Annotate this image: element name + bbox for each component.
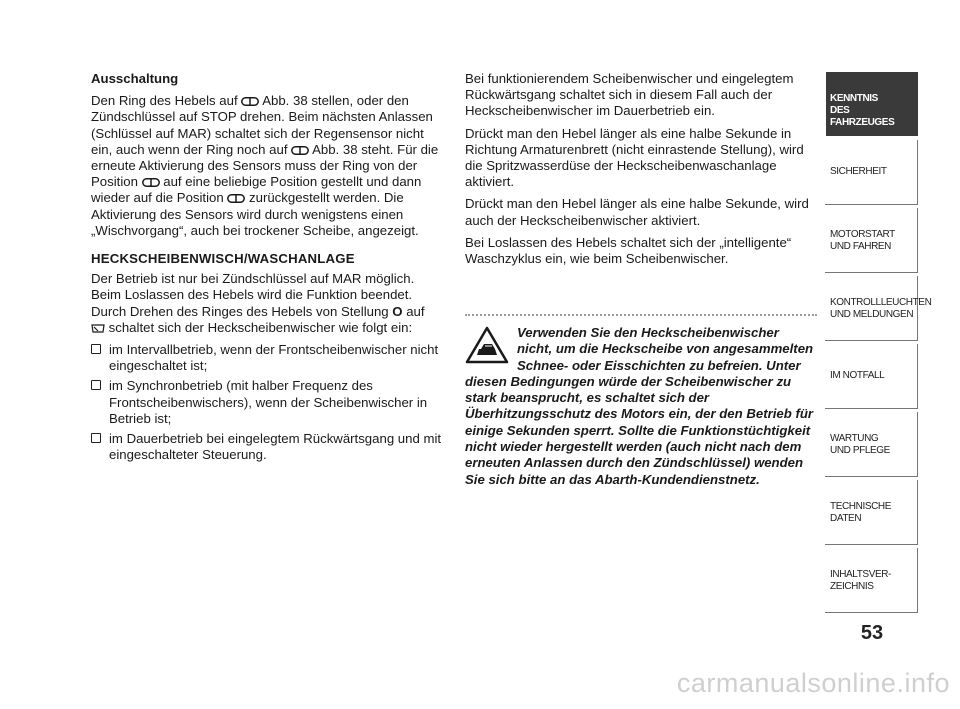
- warning-box: [465, 325, 817, 488]
- tab-motorstart-und-fahren[interactable]: [826, 208, 918, 272]
- position-o-label: O: [392, 303, 403, 319]
- tab-label-line1: KENNTNIS: [830, 93, 878, 104]
- tab-label-line2: DES FAHRZEUGES: [830, 105, 895, 128]
- tab-inhaltsverzeichnis[interactable]: [826, 548, 918, 612]
- chapter-tabs: [826, 72, 932, 617]
- tab-technische-daten[interactable]: [826, 480, 918, 544]
- text-fragment: auf eine beliebige Position gestellt und dann wieder auf die Position: [91, 174, 422, 206]
- tab-label: [830, 569, 916, 593]
- checkbox-bullet-icon: [91, 344, 101, 354]
- tab-label-line1: SICHERHEIT: [830, 166, 887, 177]
- tab-label: [830, 297, 932, 321]
- tab-label-line2: ZEICHNIS: [830, 581, 874, 592]
- paragraph: Bei funktionierendem Scheibenwischer und eingelegtem Rückwärtsgang schaltet sich in diesem Fall auch der Heckscheibenwischer im Dauerbetrieb ein.: [465, 71, 794, 119]
- text-fragment: auf: [402, 303, 425, 319]
- text-fragment: schaltet sich der Heckscheibenwischer wie folgt ein:: [105, 319, 413, 335]
- list-item: [91, 431, 443, 463]
- tab-label: [830, 166, 916, 178]
- list-item-text: im Dauerbetrieb bei eingelegtem Rückwärtsgang und mit eingeschalteter Steuerung.: [109, 431, 442, 463]
- text-fragment: Abb. 38 steht. Für die erneute Aktivierung des Sensors muss der Ring von der Position: [91, 141, 439, 190]
- auto-rain-sensor-icon: [227, 194, 245, 203]
- tab-sicherheit[interactable]: [826, 140, 918, 204]
- watermark: carmanualsonline.info: [676, 668, 950, 698]
- tab-label: [830, 93, 916, 129]
- tab-label: [830, 229, 916, 253]
- bullet-list: [91, 342, 443, 463]
- tab-label-line1: INHALTSVER-: [830, 569, 891, 580]
- left-column: [91, 71, 443, 467]
- text-fragment: zurückgestellt werden. Die Aktivierung des Sensors wird durch wenigstens einen „Wischvorgang“, auch bei trockener Scheibe, angezeigt.: [91, 190, 419, 238]
- paragraph: Bei Loslassen des Hebels schaltet sich der „intelligente“ Waschzyklus ein, wie beim Scheibenwischer.: [465, 234, 792, 267]
- right-column: [465, 71, 817, 273]
- tab-kenntnis-des-fahrzeuges[interactable]: [826, 72, 918, 136]
- paragraph: Drückt man den Hebel länger als eine halbe Sekunde, wird auch der Heckscheibenwischer aktiviert.: [465, 196, 809, 228]
- warning-triangle-icon: [465, 325, 509, 365]
- tab-label: [830, 370, 916, 382]
- tab-label-line2: UND PFLEGE: [830, 445, 890, 456]
- page-number: 53: [860, 622, 884, 644]
- paragraph-ausschaltung: [91, 93, 443, 239]
- tab-label-line2: UND FAHREN: [830, 241, 892, 252]
- checkbox-bullet-icon: [91, 433, 101, 443]
- tab-label-line1: TECHNISCHE: [830, 501, 892, 512]
- list-item: [91, 342, 443, 374]
- tab-label-line1: IM NOTFALL: [830, 370, 885, 381]
- dotted-divider: [465, 314, 817, 316]
- tab-label-line1: WARTUNG: [830, 433, 879, 444]
- tab-label-line2: DATEN: [830, 513, 862, 524]
- tab-label-line1: MOTORSTART: [830, 229, 895, 240]
- tab-kontrollleuchten[interactable]: [826, 276, 932, 340]
- section-heading-heckscheibe: HECKSCHEIBENWISCH/WASCHANLAGE: [91, 251, 355, 267]
- tab-label-line2: UND MELDUNGEN: [830, 309, 914, 320]
- text-fragment: Den Ring des Hebels auf: [91, 93, 242, 109]
- tab-label: [830, 501, 916, 525]
- auto-rain-sensor-icon: [142, 178, 160, 187]
- checkbox-bullet-icon: [91, 380, 101, 390]
- text-fragment: Der Betrieb ist nur bei Zündschlüssel auf MAR möglich. Beim Loslassen des Hebels wird die Funktion beendet. Durch Drehen des Ringes des Hebels von Stellung: [91, 271, 415, 319]
- list-item-text: im Intervallbetrieb, wenn der Frontscheibenwischer nicht eingeschaltet ist;: [109, 342, 439, 374]
- text-fragment: Abb. 38 stellen, oder den Zündschlüssel auf STOP drehen. Beim nächsten Anlassen (Schlüssel auf MAR) schaltet sich der Regensensor nicht ein, auch wenn der Ring noch auf: [91, 93, 433, 157]
- rear-wiper-icon: [91, 323, 105, 333]
- section-heading-ausschaltung: Ausschaltung: [91, 71, 179, 86]
- tab-im-notfall[interactable]: [826, 344, 918, 408]
- tab-wartung-und-pflege[interactable]: [826, 412, 918, 476]
- paragraph: Drückt man den Hebel länger als eine halbe Sekunde in Richtung Armaturenbrett (nicht einrastende Stellung), wird die Spritzwasserdüse der Heckscheibenwaschanlage aktiviert.: [465, 125, 804, 190]
- auto-rain-sensor-icon: [241, 97, 259, 106]
- auto-rain-sensor-icon: [291, 146, 309, 155]
- list-item-text: im Synchronbetrieb (mit halber Frequenz des Frontscheibenwischers), wenn der Scheibenwischer in Betrieb ist;: [109, 378, 428, 426]
- warning-text-content: Verwenden Sie den Heckscheibenwischer nicht, um die Heckscheibe von angesammelten Schnee- oder Eisschichten zu befreien. Unter diesen Bedingungen würde der Scheibenwischer zu stark beansprucht, es schaltet sich der Überhitzungsschutz des Motors ein, der den Betrieb für einige Sekunden sperrt. Sollte die Funktionstüchtigkeit nicht wieder hergestellt werden (auch nicht nach dem erneuten Anlassen durch den Zündschlüssel) wenden Sie sich bitte an das Abarth-Kundendienstnetz.: [465, 325, 814, 487]
- list-item: [91, 378, 443, 427]
- tab-label-line1: KONTROLLLEUCHTEN: [830, 297, 932, 308]
- paragraph-heckscheibe: [91, 271, 443, 336]
- warning-text: [465, 325, 817, 488]
- tab-label: [830, 433, 916, 457]
